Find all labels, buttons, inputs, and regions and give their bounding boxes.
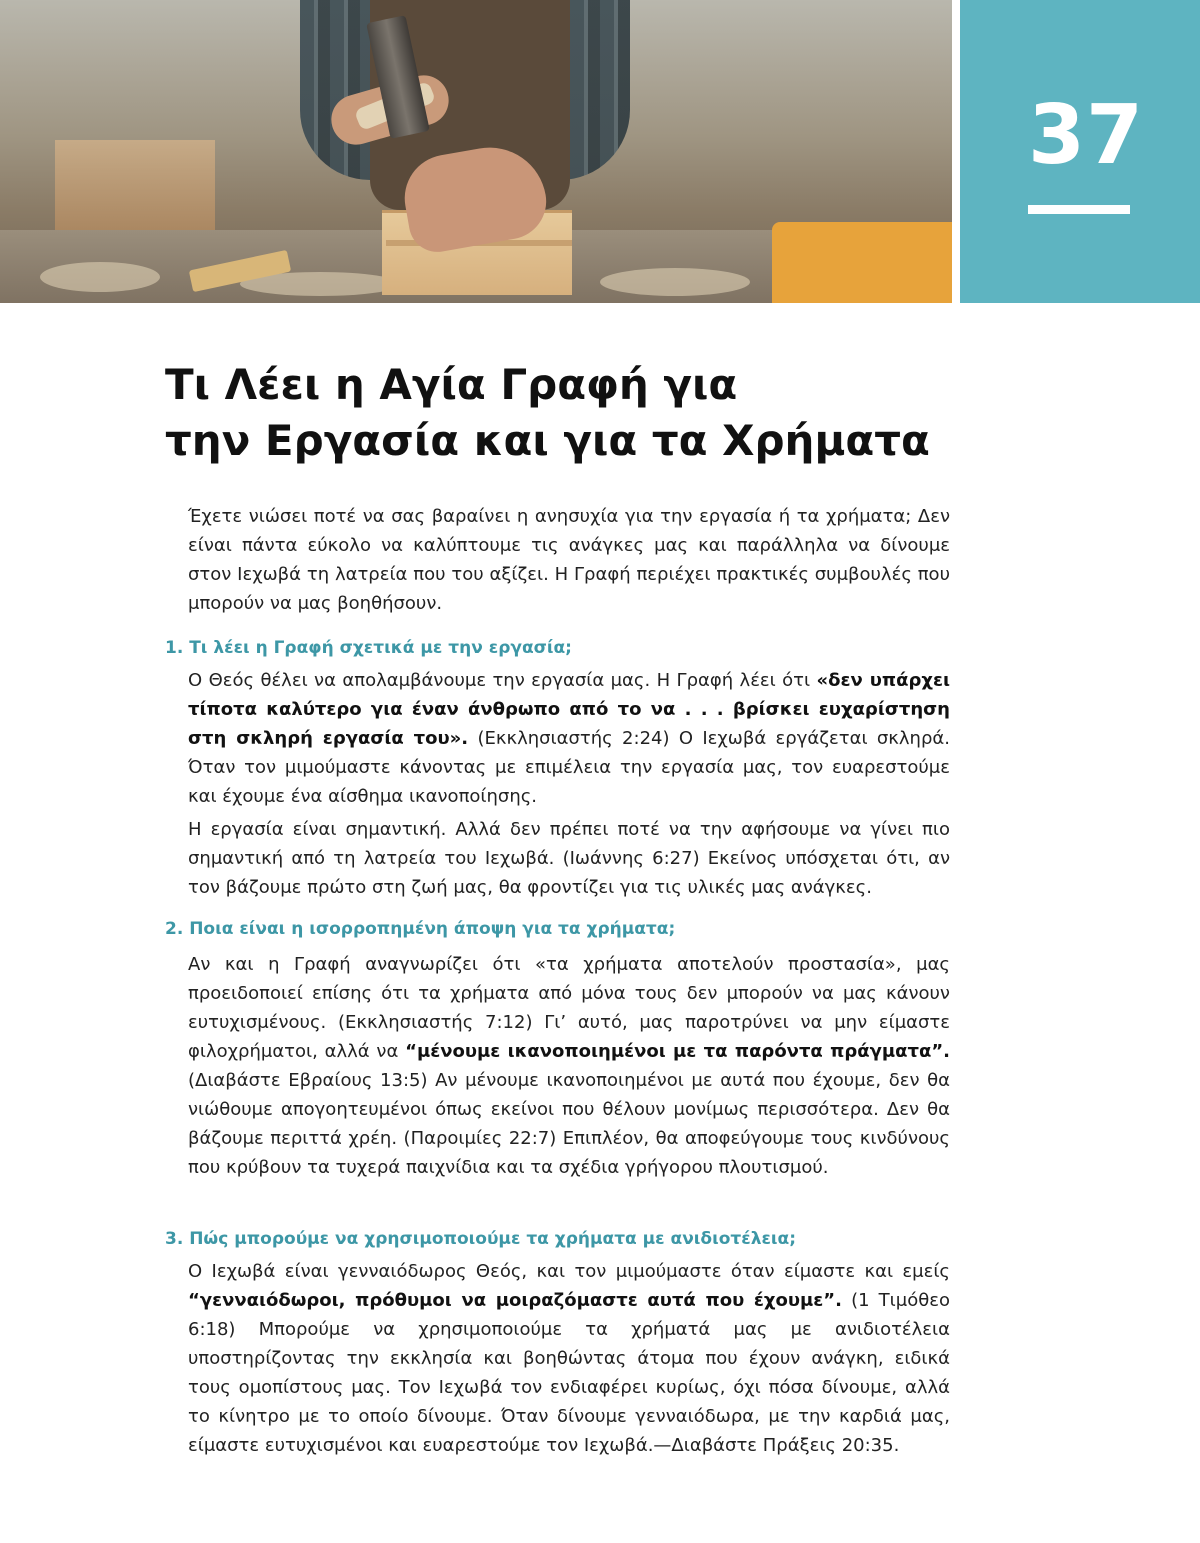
text-run: (Διαβάστε Εβραίους 13:5) Αν μένουμε ικανοποιημένοι με αυτά που έχουμε, δεν θα νιώθουμε απογοητευμένοι όπως εκείνοι που θέλουν μονίμως περισσότερα. Δεν θα βάζουμε περιττά χρέη. (Παροιμίες 22:7) Επιπλέον, θα αποφεύγουμε τους κινδύνους που κρύβουν τα τυχερά παιχνίδια και τα σχέδια γρήγορου πλουτισμού. [188,1070,950,1178]
chapter-number: 37 [1028,88,1145,183]
page-title-line-1: Τι Λέει η Αγία Γραφή για [165,360,738,409]
sawdust [600,268,750,296]
section-2-paragraph-1 [188,950,950,1182]
sawdust [40,262,160,292]
page-title-line-2: την Εργασία και για τα Χρήματα [165,416,930,465]
bold-quote: “μένουμε ικανοποιημένοι με τα παρόντα πράγματα”. [405,1041,951,1062]
section-2-heading: 2. Ποια είναι η ισορροπημένη άποψη για τα χρήματα; [165,919,676,939]
section-1-paragraph-2: Η εργασία είναι σημαντική. Αλλά δεν πρέπει ποτέ να την αφήσουμε να γίνει πιο σημαντική από τη λατρεία του Ιεχωβά. (Ιωάννης 6:27) Εκείνος υπόσχεται ότι, αν τον βάζουμε πρώτο στη ζωή μας, θα φροντίζει για τις υλικές μας ανάγκες. [188,819,950,898]
section-1-paragraph-1 [188,666,950,811]
page-title [165,357,930,469]
text-run: Αν και η Γραφή αναγνωρίζει ότι «τα χρήματα αποτελούν προστασία», μας προειδοποιεί επίσης ότι τα χρήματα από μόνα τους δεν μπορούν να μας κάνουν ευτυχισμένους. (Εκκλησιαστής 7:12) Γι’ αυτό, μας παροτρύνει να μην είμαστε φιλοχρήματοι, αλλά να [188,954,950,1062]
bold-quote: “γενναιόδωροι, πρόθυμοι να μοιραζόμαστε αυτά που έχουμε”. [188,1290,842,1311]
bold-quote: «δεν υπάρχει τίποτα καλύτερο για έναν άνθρωπο από το να . . . βρίσκει ευχαρίστηση στη σκληρή εργασία του». [188,670,950,749]
intro-paragraph: Έχετε νιώσει ποτέ να σας βαραίνει η ανησυχία για την εργασία ή τα χρήματα; Δεν είναι πάντα εύκολο να καλύπτουμε τις ανάγκες μας και παράλληλα να δίνουμε στον Ιεχωβά τη λατρεία που του αξίζει. Η Γραφή περιέχει πρακτικές συμβουλές που μπορούν να μας βοηθήσουν. [188,506,950,614]
chapter-underline [1028,205,1130,214]
text-run: Ο Ιεχωβά είναι γενναιόδωρος Θεός, και τον μιμούμαστε όταν είμαστε και εμείς [188,1261,950,1282]
hero-photo [0,0,952,303]
section-3-paragraph-1 [188,1257,950,1460]
text-run: (Εκκλησιαστής 2:24) Ο Ιεχωβά εργάζεται σκληρά. Όταν τον μιμούμαστε κάνοντας με επιμέλεια την εργασία μας, τον ευαρεστούμε και έχουμε ένα αίσθημα ικανοποίησης. [188,728,950,807]
section-3-heading: 3. Πώς μπορούμε να χρησιμοποιούμε τα χρήματα με ανιδιοτέλεια; [165,1229,797,1249]
text-run: (1 Τιμόθεο 6:18) Μπορούμε να χρησιμοποιούμε τα χρήματά μας με ανιδιοτέλεια υποστηρίζοντας την εκκλησία και βοηθώντας άτομα που έχουν ανάγκη, ειδικά τους ομοπίστους μας. Τον Ιεχωβά τον ενδιαφέρει κυρίως, όχι πόσα δίνουμε, αλλά το κίνητρο με το οποίο δίνουμε. Όταν δίνουμε γενναιόδωρα, με την καρδιά μας, είμαστε ευτυχισμένοι και ευαρεστούμε τον Ιεχωβά.—Διαβάστε Πράξεις 20:35. [188,1290,950,1456]
wood-block-left [55,140,215,230]
chapter-badge [960,0,1200,303]
orange-tool-case [772,222,952,303]
text-run: Ο Θεός θέλει να απολαμβάνουμε την εργασία μας. Η Γραφή λέει ότι [188,670,817,691]
section-1-heading: 1. Τι λέει η Γραφή σχετικά με την εργασία; [165,638,572,658]
